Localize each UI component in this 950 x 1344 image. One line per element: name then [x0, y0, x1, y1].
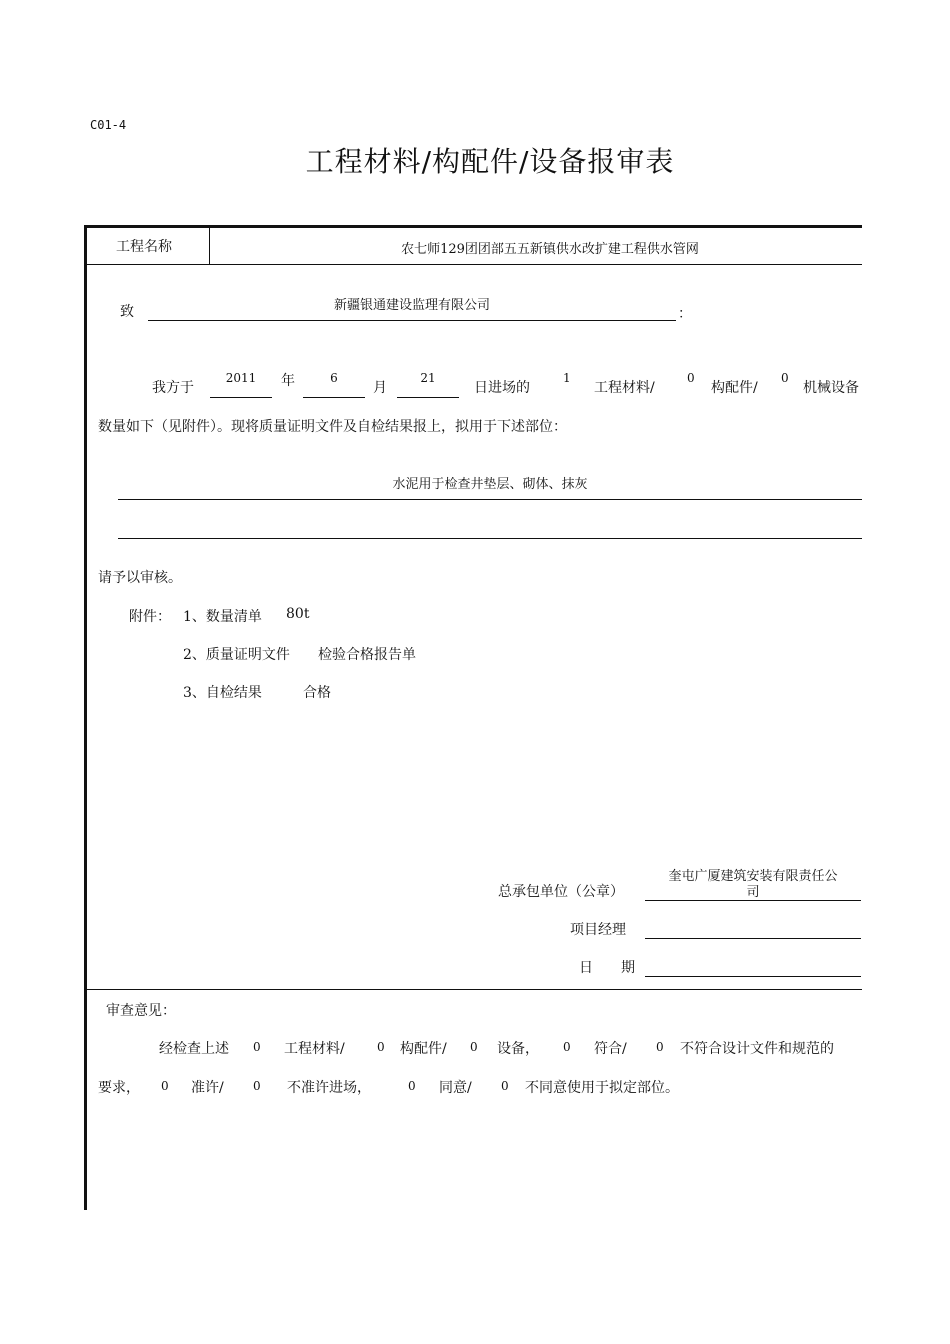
components-label: 构配件/ [711, 380, 758, 396]
project-cell-divider [209, 227, 210, 264]
review-l1-t3: 设备， [497, 1041, 539, 1057]
materials-count: 1 [563, 371, 571, 385]
entry-day: 21 [420, 371, 436, 385]
contractor-label: 总承包单位（公章） [498, 884, 624, 900]
date-underline [645, 976, 861, 977]
review-l1-n3: 0 [470, 1040, 478, 1054]
contractor-name-line-2: 司 [746, 885, 760, 900]
review-l1-t4: 符合/ [594, 1041, 627, 1057]
request-text: 请予以审核。 [98, 570, 182, 586]
entry-lead: 我方于 [152, 380, 194, 396]
attachment-3-text: 3、自检结果 [183, 685, 262, 701]
review-l1-n2: 0 [377, 1040, 385, 1054]
attachment-1-text: 1、数量清单 [183, 609, 262, 625]
manager-label: 项目经理 [570, 922, 626, 938]
review-l1-n1: 0 [253, 1040, 261, 1054]
review-l1-t1: 工程材料/ [284, 1041, 345, 1057]
review-l2-n2: 0 [253, 1079, 261, 1093]
attachment-2-text: 2、质量证明文件 [183, 647, 290, 663]
contractor-name-line-1: 奎屯广厦建筑安装有限责任公 [668, 869, 838, 884]
equipment-label: 机械设备 [803, 380, 859, 396]
entry-month: 6 [330, 371, 338, 385]
attachment-1-value: 80t [286, 606, 310, 622]
review-l2-t3: 同意/ [439, 1080, 472, 1096]
review-l2-n3: 0 [408, 1079, 416, 1093]
review-l2-n1: 0 [161, 1079, 169, 1093]
page-title: 工程材料/构配件/设备报审表 [305, 145, 675, 178]
review-l2-t4: 不同意使用于拟定部位。 [525, 1080, 679, 1096]
entry-day-unit: 日进场的 [474, 380, 530, 396]
usage-line-1: 水泥用于检查井垫层、砌体、抹灰 [392, 477, 588, 492]
review-section-divider [84, 989, 862, 990]
project-name: 农七师129团团部五五新镇供水改扩建工程供水管网 [401, 242, 699, 257]
date-label: 日 期 [579, 960, 635, 976]
review-l2-n4: 0 [501, 1079, 509, 1093]
review-label: 审查意见： [106, 1003, 176, 1019]
review-l1-t5: 不符合设计文件和规范的 [680, 1041, 834, 1057]
review-l2-prefix: 要求， [98, 1080, 140, 1096]
review-l1-n5: 0 [656, 1040, 664, 1054]
year-underline [210, 397, 272, 398]
recipient-underline [148, 320, 676, 321]
table-left-border [84, 225, 87, 1210]
review-l1-t2: 构配件/ [400, 1041, 447, 1057]
attachment-2-value: 检验合格报告单 [318, 647, 416, 663]
project-row-divider [84, 264, 862, 265]
materials-label: 工程材料/ [594, 380, 655, 396]
day-underline [397, 397, 459, 398]
entry-month-unit: 月 [373, 380, 387, 396]
review-l2-t2: 不准许进场， [287, 1080, 371, 1096]
attachments-label: 附件： [129, 609, 171, 625]
entry-year-unit: 年 [281, 373, 295, 389]
recipient-prefix: 致 [120, 304, 134, 320]
equipment-label-clip [803, 374, 862, 398]
table-top-border [84, 225, 862, 228]
form-code: C01-4 [90, 118, 127, 132]
project-label: 工程名称 [116, 239, 172, 255]
usage-underline-1 [118, 499, 862, 500]
review-l1-n4: 0 [563, 1040, 571, 1054]
manager-underline [645, 938, 861, 939]
recipient-name: 新疆银通建设监理有限公司 [333, 298, 490, 313]
review-l1-prefix: 经检查上述 [159, 1041, 229, 1057]
recipient-suffix: ： [678, 306, 692, 322]
contractor-underline [645, 900, 861, 901]
month-underline [303, 397, 365, 398]
entry-year: 2011 [225, 371, 257, 385]
entry-line-2: 数量如下（见附件）。现将质量证明文件及自检结果报上，拟用于下述部位： [98, 419, 567, 435]
equipment-count: 0 [781, 371, 789, 385]
review-l2-t1: 准许/ [191, 1080, 224, 1096]
attachment-3-value: 合格 [303, 685, 331, 701]
components-count: 0 [687, 371, 695, 385]
usage-underline-2 [118, 538, 862, 539]
